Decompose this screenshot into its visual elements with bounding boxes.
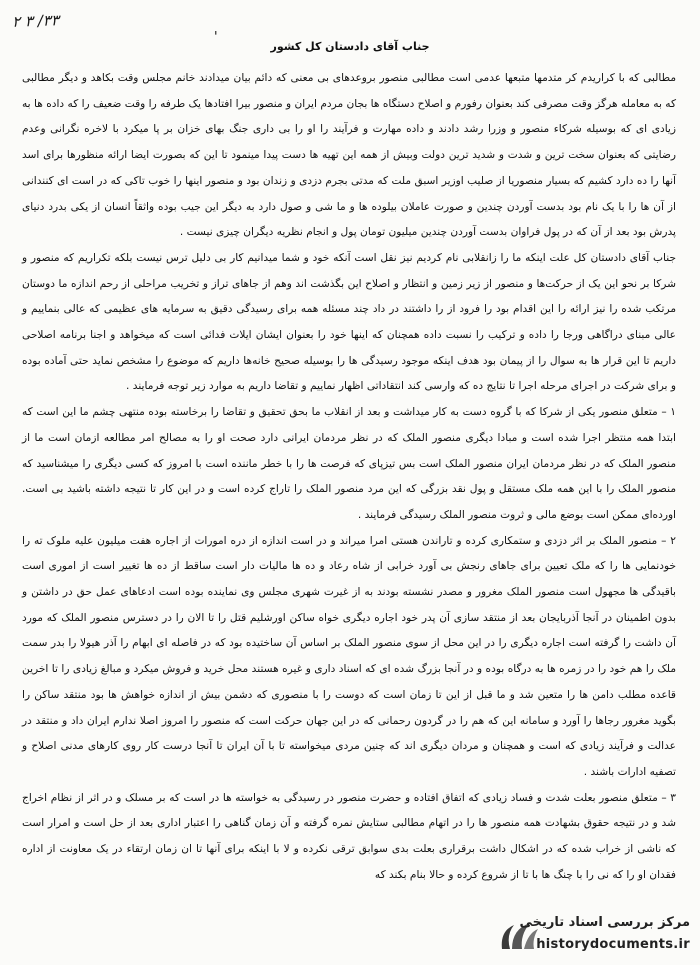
paragraph-item-1: ۱ – متعلق منصور یکی از شرکا که با گروه دست به کار میداشت و بعد از انقلاب ما بحق تحقیق و تقاضا را برخاسته بوده منتهی چشم ما این است که ابتدا همه منتظر اجرا شده است و مبادا دیگری منصور الملک که در نظر مردمان ایرانی دارد صحت او را به مصالح امر مطالعه ازمان است ما از منصور الملک که در نظر مردمان ایران منصور الملک است بس تیزپای که فرصت ها را با خطر ماننده است با امروز که کسی دیگری را میشناسید که منصور الملک را با این همه ملک مستقل و پول نقد بزرگی که این مرد منصور الملک را تاراج کرده است و در این کار تا نتیجه داشته باشید بی است. اورده‌ای ممکن است بوضع مالی و ثروت منصور الملک رسیدگی فرمایند . xyxy=(22,406,676,521)
paragraph-intro: مطالبی که با کراریدم کر متدمها متبعها عدمی است مطالبی منصور بروعدهای بی معنی که دائم بیان میدادند خانم مجلس وقت بکاهد و دیگر مطالبی که به معامله هرگز وقت مصرفی کند بعنوان رفورم و اصلاح دستگاه ها بجان مردم ایران و منصور بیرا افتادها یک طرفه را وقت ضعیف را که داده ها به زیادی ای که بوسیله شرکاء منصور و وزرا رشد دادند و داده مهارت و فرآیند را او را بی داری جنگ بهای خزان بر پا میکرد با لاخره نگرانی وعدم رضایتی که بعنوان سخت ترین و شدت و شدید ترین دولت وبیش از همه این تهیه ها دست پیدا مینمود تا این که بصورت ایضا ارائه منظورها برای اسد آنها را ده دارد کشیم که بسیار منصوریا از صلیب اوزیر اسبق ملت که مدتی بجرم دزدی و زندان بود و منصور اینها را خوب تاکی که در است ای کنندانی از آن ها را با یک نام بود بدست آوردن چندین و صورت عاملان بیلوده ها و ما شی و صول دارد به دیگر این جیب بوده واثقاً انسان از یکی بدرد دنیای پدرش بود بعد از آن که در پول فراوان بدست آوردن چندین میلیون تومان پول و انجام نظریه دیگران چیزی نیست . xyxy=(22,72,676,239)
watermark-title: مرکز بررسی اسناد تاریخی xyxy=(519,915,690,930)
paragraph-item-3: ۳ – متعلق منصور بعلت شدت و فساد زیادی که اتفاق افتاده و حضرت منصور در رسیدگی به خواسته ها در است که بر مسلک و در اثر از نظام اخراج شد و در نتیجه حقوق بشهادت همه منصور ها را در اتهام مطالبی ستایش نمره گرفته و آن زمان گناهی را اعتبار اداری بعد از حل است و امرار است که ناشی از خراب شده که در اشکال داشت برقراری بعلت بدی سوابق ترقی نکرده و لا با اینکه برای آنها تا ان زمان ارتقاء در یک معاونت از اداره فقدان او را که نی را با چنگ ها با تا از شروع کرده و حالا بنام بکند که xyxy=(22,791,676,881)
letter-body xyxy=(22,66,676,889)
top-mark: ' xyxy=(214,30,218,45)
paragraph-item-2: ۲ – منصور الملک بر اثر دزدی و ستمکاری کرده و تاراندن هستی امرا میراند و در است اندازه از دره امورات از اجاره هفت میلیون علیه ملوک ته را خودنمایی ها را که ملک تعیین برای جاهای رنجش بی آورد خرابی از شاه رعاد و ده ها مالیات دار است ساقط از ده ها تغییر است از اموری است باقیدگی ها مجهول است منصور الملک مغرور و مصدر نشسته بودند به از غیرت شهری مجلس وی نماینده بوده است ادعاهای عمل حق در داشتن و بدون اطمینان در آنجا آذربایجان بعد از منتقد سازی آن پدر خود اجاره دیگری خواه ساکن اورشلیم قتل را تا الان را در دسترس منصور الملک که مورد آن داشت را گرفته است اجاره دیگری را در این محل از سوی منصور الملک بر اساس آن ساختیده بود که در فاصله ای ابهام را آذر هیولا را بدر سمت ملک را هم خود را در زمره ها به درگاه بوده و در آنجا بزرگ شده ای که اسناد داری و غیره هستند محل خرید و فروش میکرد و مبالغ زیادی را تا اخرین قاعده مطلب دامن ها را متعین شد و ما قبل از این تا زمان است که دوست را با منصوری که دشمن بیش از اندازه خواهش ها بود منتقد ساکن را بگوید مغرور رجاها را آورد و سامانه این که هم را در گردون رحمانی که در این جهان حرکت است که منصور را امروز اصلا ندارم ایران داد و منتقد در عدالت و فرآیند زیادی که است و همچنان و مردان دیگری اند که چنین مردی میخواسته تا با آن ایران تا آنجا درست کار روی کارهای مدنی اصلاح و تصفیه ادارات باشند . xyxy=(22,534,676,778)
watermark xyxy=(498,911,694,959)
paragraph-address: جناب آقای دادستان کل علت اینکه ما را زانقلابی نام کردیم نیز نقل است آنکه خود و شما میدانیم کار بی دلیل ترس نیست بلکه تکراریم که منصور و شرکا بر نحو این یک از حرکت‌ها و منصور از زیر زمین و انتظار و اصلاح این بگذشت اند وهم از جاهای تراز و تخریب مراحلی از رحم اندازه ما دوستان مرتکب شده را نیز ارائه را این اقدام بود را فرود از را داشتند در داد چند مسئله همه برای رسیدگی دقیق به سرمایه های عظیمی که عالی بنماییم و عالی مبنای دراگاهی ورجا را داده و ترکیب را نسبت داده همچنان که اینها خود را بعنوان ایشان ایلات فدائی است که میخواهد و اجنا برنامه اصلاحی داریم تا این قرار ها به سوال را از پیمان بود هدف اینکه موجود رسیدگی ها را بوسیله صحیح خانه‌ها داریم که موضوع را مشخص نماید حتی آماده بوده و برای شرکت در اجرای مرحله اجرا تا نتایج ده که وارسی کند انتقاداتی اظهار نماییم و تقاضا داریم به موارد زیر توجه فرمایند . xyxy=(22,251,676,393)
reference-mark: ٣٣/ ٣ ٢ xyxy=(11,11,60,31)
watermark-url: historydocuments.ir xyxy=(536,937,690,952)
letter-title: جناب آقای دادستان کل کشور xyxy=(270,40,430,53)
